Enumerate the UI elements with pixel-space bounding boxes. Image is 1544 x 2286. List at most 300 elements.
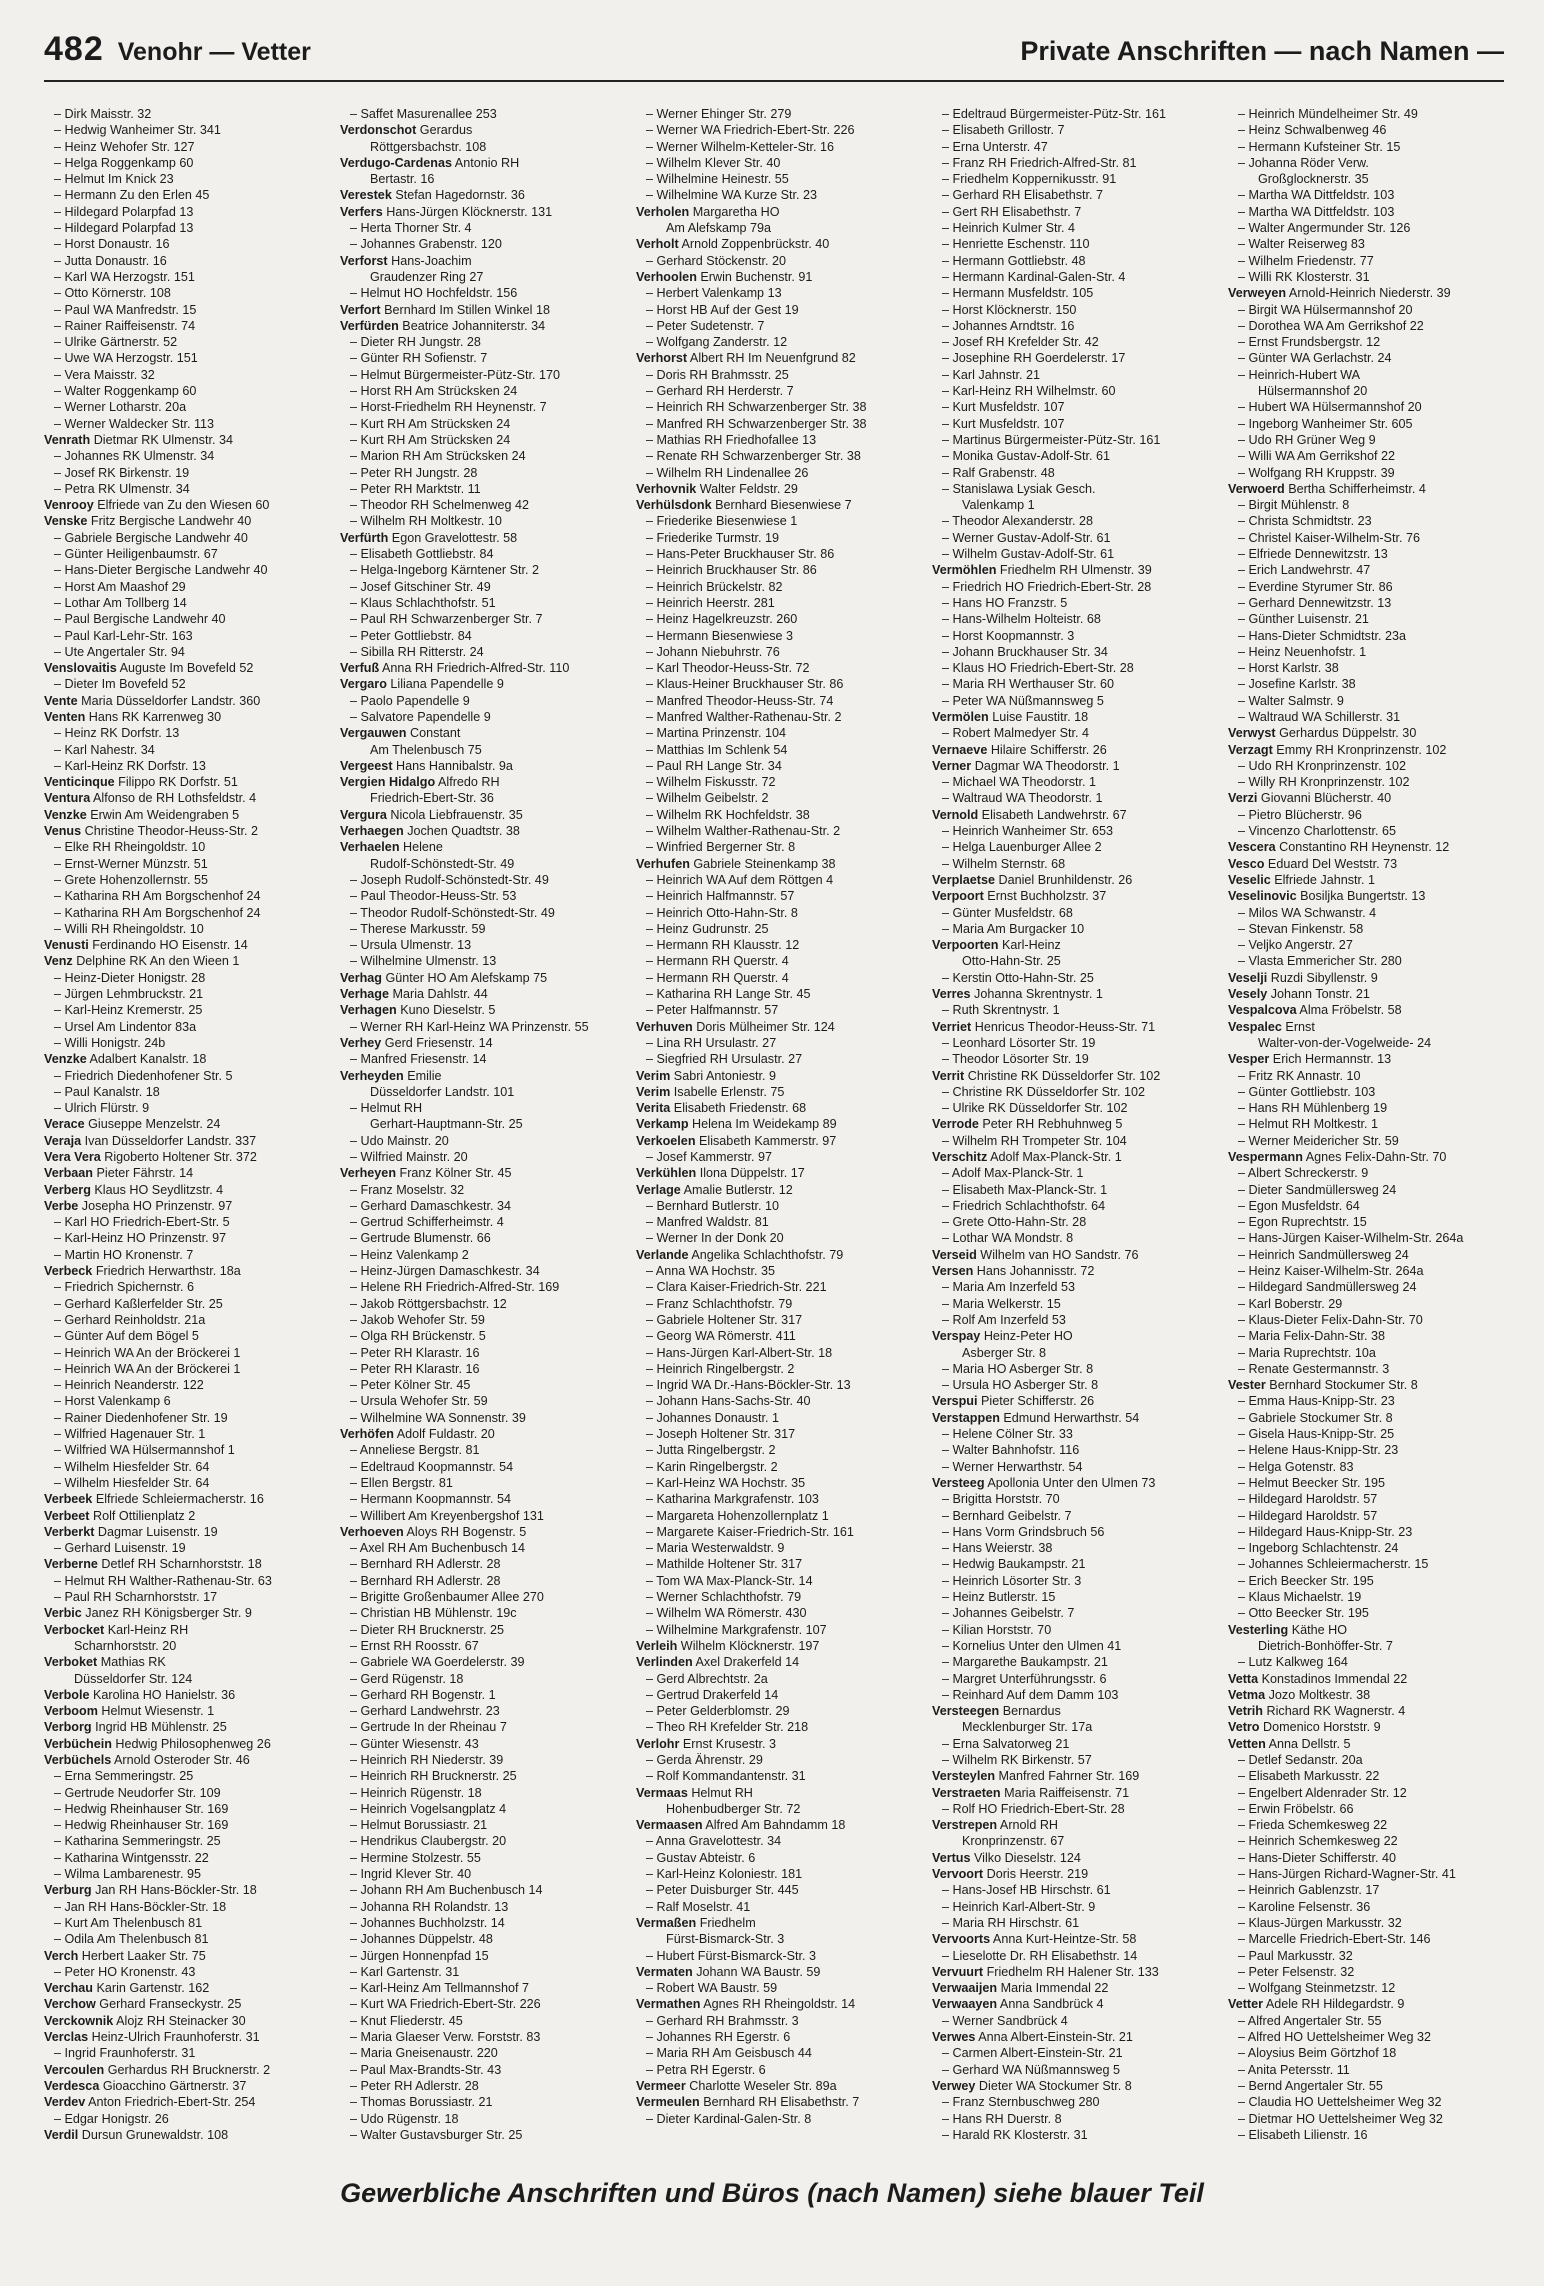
surname: Veselic [1228, 872, 1271, 887]
directory-entry: – Margarete Kaiser-Friedrich-Str. 161 [646, 1524, 854, 1539]
directory-entry [636, 1996, 918, 2012]
directory-entry: – Pietro Blücherstr. 96 [1238, 807, 1362, 822]
directory-entry: – Doris RH Brahmsstr. 25 [646, 367, 789, 382]
directory-entry: – Dieter RH Jungstr. 28 [350, 335, 481, 350]
directory-entry: – Paul RH Lange Str. 34 [646, 758, 782, 773]
directory-entry: – Kurt RH Am Strücksken 24 [350, 416, 511, 431]
entry-details: Johann WA Baustr. 59 [692, 1964, 821, 1979]
directory-entry [44, 1703, 326, 1719]
directory-entry [340, 1524, 622, 1540]
entry-details: Elisabeth Friedenstr. 68 [670, 1101, 807, 1116]
entry-details: Helene [399, 840, 443, 855]
directory-entry [636, 2094, 918, 2110]
directory-entry: – Hedwig Baukampstr. 21 [942, 1557, 1086, 1572]
entry-details: Amalie Butlerstr. 12 [680, 1182, 793, 1197]
directory-entry: – Ralf Moselstr. 41 [646, 1899, 751, 1914]
directory-entry: – Erna Semmeringstr. 25 [54, 1769, 194, 1784]
directory-entry: – Franz RH Friedrich-Alfred-Str. 81 [942, 155, 1137, 170]
surname: Verriet [932, 1019, 972, 1034]
entry-details: Delphine RK An den Wieen 1 [72, 954, 240, 969]
directory-entry: Bertastr. 16 [370, 172, 435, 187]
surname: Verlage [636, 1182, 681, 1197]
directory-entry [1228, 1671, 1510, 1687]
directory-entry: – Reinhard Auf dem Damm 103 [942, 1687, 1119, 1702]
directory-entry: – Robert Malmedyer Str. 4 [942, 726, 1089, 741]
directory-entry: – Hubert WA Hülsermannshof 20 [1238, 400, 1422, 415]
directory-entry: – Heinrich WA Auf dem Röttgen 4 [646, 872, 834, 887]
directory-entry: – Heinrich WA An der Bröckerei 1 [54, 1361, 241, 1376]
surname: Verace [44, 1117, 85, 1132]
entry-details: Maria Immendal 22 [997, 1981, 1109, 1996]
surname: Verbüchein [44, 1736, 112, 1751]
surname: Verbe [44, 1198, 79, 1213]
entry-details: Sabri Antoniestr. 9 [670, 1068, 777, 1083]
directory-entry: – Karl WA Herzogstr. 151 [54, 269, 195, 284]
directory-entry: – Karl Boberstr. 29 [1238, 1296, 1343, 1311]
directory-entry: – Johanna RH Rolandstr. 13 [350, 1899, 509, 1914]
directory-entry: – Hans-Jürgen Richard-Wagner-Str. 41 [1238, 1867, 1456, 1882]
surname: Verborg [44, 1720, 92, 1735]
directory-entry: – Hermann Gottliebstr. 48 [942, 253, 1086, 268]
directory-entry: – Hildegard Haroldstr. 57 [1238, 1508, 1378, 1523]
surname: Verzagt [1228, 742, 1273, 757]
entry-details: Margaretha HO [689, 204, 780, 219]
directory-entry: – Wilhelm Friedenstr. 77 [1238, 253, 1374, 268]
directory-entry: – Sibilla RH Ritterstr. 24 [350, 644, 484, 659]
entry-details: Johanna Skrentnystr. 1 [970, 987, 1103, 1002]
directory-entry: – Karl Jahnstr. 21 [942, 367, 1041, 382]
surname: Vermeulen [636, 2095, 700, 2110]
entry-details: Ernst Krusestr. 3 [679, 1736, 776, 1751]
surname: Verbüchels [44, 1752, 112, 1767]
directory-entry: – Jutta Ringelbergstr. 2 [646, 1443, 776, 1458]
surname: Vermathen [636, 1997, 701, 2012]
directory-entry: – Kurt Musfeldstr. 107 [942, 416, 1065, 431]
directory-entry: – Alfred Angertaler Str. 55 [1238, 2013, 1382, 2028]
directory-entry: – Heinz-Dieter Honigstr. 28 [54, 970, 206, 985]
entry-details: Dietmar RK Ulmenstr. 34 [90, 432, 233, 447]
directory-entry: – Vincenzo Charlottenstr. 65 [1238, 824, 1396, 839]
surname: Verheyden [340, 1068, 404, 1083]
entry-details: Arnold Zoppenbrückstr. 40 [678, 237, 830, 252]
directory-entry: – Karin Ringelbergstr. 2 [646, 1459, 778, 1474]
entry-details: Apollonia Unter den Ulmen 73 [984, 1475, 1156, 1490]
directory-entry: – Elke RH Rheingoldstr. 10 [54, 840, 206, 855]
directory-entry: – Kurt Am Thelenbusch 81 [54, 1915, 203, 1930]
directory-entry: – Katharina RH Lange Str. 45 [646, 987, 811, 1002]
directory-entry [340, 122, 622, 138]
directory-entry: – Horst RH Am Strücksken 24 [350, 384, 518, 399]
directory-entry: – Margarethe Baukampstr. 21 [942, 1655, 1108, 1670]
directory-entry: – Werner Meidericher Str. 59 [1238, 1133, 1399, 1148]
directory-entry: – Tom WA Max-Planck-Str. 14 [646, 1573, 813, 1588]
directory-entry [636, 1019, 918, 1035]
directory-entry [1228, 1622, 1510, 1638]
directory-entry: – Dorothea WA Am Gerrikshof 22 [1238, 318, 1424, 333]
directory-entry: – Erich Beecker Str. 195 [1238, 1573, 1374, 1588]
directory-entry [636, 1785, 918, 1801]
surname: Vetro [1228, 1720, 1260, 1735]
directory-entry: – Paul RH Schwarzenberger Str. 7 [350, 612, 543, 627]
directory-entry [340, 970, 622, 986]
directory-entry: – Heinz Wehofer Str. 127 [54, 139, 195, 154]
directory-entry: – Paul Markusstr. 32 [1238, 1948, 1353, 1963]
directory-entry: – Hildegard Sandmüllersweg 24 [1238, 1280, 1417, 1295]
directory-entry: – Paolo Papendelle 9 [350, 693, 470, 708]
directory-entry [932, 1247, 1214, 1263]
directory-entry: – Maria Gneisenaustr. 220 [350, 2046, 498, 2061]
directory-entry: – Wilhelmine WA Kurze Str. 23 [646, 188, 818, 203]
entry-details: Pieter Fährstr. 14 [93, 1166, 194, 1181]
directory-entry: – Hans Vorm Grindsbruch 56 [942, 1524, 1105, 1539]
directory-entry [932, 1996, 1214, 2012]
directory-entry [1228, 1736, 1510, 1752]
surname: Verres [932, 987, 971, 1002]
directory-entry: – Petra RH Egerstr. 6 [646, 2062, 766, 2077]
directory-entry [44, 1882, 326, 1898]
surname: Verhoeven [340, 1524, 404, 1539]
directory-entry [636, 1964, 918, 1980]
directory-entry: – Udo RH Kronprinzenstr. 102 [1238, 758, 1407, 773]
directory-entry: – Hendrikus Claubergstr. 20 [350, 1834, 507, 1849]
entry-details: Angelika Schlachthofstr. 79 [688, 1247, 844, 1262]
directory-entry: – Hans HO Franzstr. 5 [942, 595, 1068, 610]
directory-entry: – Maria HO Asberger Str. 8 [942, 1361, 1094, 1376]
directory-entry: – Gerhard RH Herderstr. 7 [646, 384, 794, 399]
directory-entry [44, 1654, 326, 1670]
directory-entry: – Heinrich Gablenzstr. 17 [1238, 1883, 1380, 1898]
directory-entry: – Katharina RH Am Borgschenhof 24 [54, 905, 261, 920]
surname: Verwes [932, 2030, 976, 2045]
footer-note: Gewerbliche Anschriften und Büros (nach Namen) siehe blauer Teil [340, 2178, 1204, 2208]
surname: Venten [44, 709, 86, 724]
directory-entry: – Ernst Frundsbergstr. 12 [1238, 335, 1381, 350]
directory-entry: – Johann Bruckhauser Str. 34 [942, 644, 1108, 659]
entry-details: Heinz-Ulrich Fraunhoferstr. 31 [88, 2030, 260, 2045]
directory-entry: – Heinrich Vogelsangplatz 4 [350, 1801, 507, 1816]
directory-entry [932, 562, 1214, 578]
directory-entry [44, 2029, 326, 2045]
entry-details: Doris Mülheimer Str. 124 [692, 1019, 835, 1034]
directory-entry: – Kurt RH Am Strücksken 24 [350, 432, 511, 447]
directory-entry [636, 350, 918, 366]
name-range: Venohr — Vetter [117, 38, 311, 66]
directory-entry: – Albert Schreckerstr. 9 [1238, 1166, 1369, 1181]
directory-entry: Kronprinzenstr. 67 [962, 1834, 1065, 1849]
directory-entry: – Herbert Valenkamp 13 [646, 286, 782, 301]
directory-entry: – Horst Donaustr. 16 [54, 237, 170, 252]
surname: Verboket [44, 1655, 98, 1670]
directory-entry: – Fritz RK Annastr. 10 [1238, 1068, 1361, 1083]
surname: Vetter [1228, 1997, 1264, 2012]
surname: Verhorst [636, 351, 688, 366]
directory-entry: – Stevan Finkenstr. 58 [1238, 921, 1364, 936]
surname: Verspui [932, 1394, 978, 1409]
directory-entry: – Udo Rügenstr. 18 [350, 2111, 459, 2126]
surname: Verim [636, 1068, 671, 1083]
directory-entry: – Friedhelm Koppernikusstr. 91 [942, 172, 1117, 187]
entry-details: Arnold-Heinrich Niederstr. 39 [1286, 286, 1451, 301]
entry-details: Kuno Dieselstr. 5 [396, 1003, 496, 1018]
directory-entry: – Friederike Biesenwiese 1 [646, 514, 798, 529]
surname: Verfers [340, 204, 383, 219]
entry-details: Wilhelm van HO Sandstr. 76 [976, 1247, 1139, 1262]
directory-entry [44, 1556, 326, 1572]
directory-entry: – Friedrich HO Friedrich-Ebert-Str. 28 [942, 579, 1152, 594]
directory-entry: – Waltraud WA Schillerstr. 31 [1238, 709, 1401, 724]
column-2 [340, 106, 622, 2156]
directory-entry: – Helga-Ingeborg Kärntener Str. 2 [350, 563, 540, 578]
directory-entry: – Martina Prinzenstr. 104 [646, 726, 787, 741]
directory-entry: – Hermine Stolzestr. 55 [350, 1850, 481, 1865]
surname: Verbeck [44, 1264, 93, 1279]
entry-details: Hans Hannibalstr. 9a [392, 758, 513, 773]
directory-entry: – Henriette Eschenstr. 110 [942, 237, 1090, 252]
directory-entry: – Adolf Max-Planck-Str. 1 [942, 1166, 1084, 1181]
directory-entry: – Renate RH Schwarzenberger Str. 38 [646, 449, 861, 464]
entry-details: Ruzdi Sibyllenstr. 9 [1267, 970, 1378, 985]
directory-entry: – Peter RH Klarastr. 16 [350, 1361, 480, 1376]
surname: Verwey [932, 2078, 976, 2093]
directory-entry: – Christian HB Mühlenstr. 19c [350, 1606, 517, 1621]
directory-entry: – Heinz Neuenhofstr. 1 [1238, 644, 1367, 659]
entry-details: Giovanni Blücherstr. 40 [1257, 791, 1392, 806]
directory-entry: – Werner Wilhelm-Ketteler-Str. 16 [646, 139, 835, 154]
surname: Vermaten [636, 1964, 693, 1979]
surname: Vespermann [1228, 1150, 1303, 1164]
directory-entry: – Mathilde Holtener Str. 317 [646, 1557, 803, 1572]
entry-details: Giuseppe Menzelstr. 24 [84, 1117, 221, 1132]
surname: Versen [932, 1264, 974, 1279]
directory-entry [44, 709, 326, 725]
directory-entry [340, 1068, 622, 1084]
directory-entry: – Hermann RH Querstr. 4 [646, 954, 789, 969]
directory-entry: – Peter Sudetenstr. 7 [646, 318, 765, 333]
directory-entry: – Peter WA Nüßmannsweg 5 [942, 693, 1104, 708]
surname: Verweyen [1228, 286, 1287, 301]
directory-entry: – Georg WA Römerstr. 411 [646, 1329, 796, 1344]
surname: Verfuß [340, 661, 380, 676]
directory-entry: – Heinz Valenkamp 2 [350, 1247, 469, 1262]
surname: Vernold [932, 807, 979, 822]
surname: Veselji [1228, 970, 1268, 985]
surname: Verboom [44, 1704, 98, 1719]
directory-entry [44, 1491, 326, 1507]
directory-entry: Am Thelenbusch 75 [370, 742, 482, 757]
surname: Verberne [44, 1557, 98, 1572]
directory-entry: – Gerhard WA Nüßmannsweg 5 [942, 2062, 1121, 2077]
directory-entry: – Gerhard Reinholdstr. 21a [54, 1312, 206, 1327]
directory-entry: – Gert RH Elisabethstr. 7 [942, 204, 1082, 219]
directory-entry [636, 1736, 918, 1752]
directory-entry: – Josef RH Krefelder Str. 42 [942, 335, 1099, 350]
directory-entry: – Hans Weierstr. 38 [942, 1541, 1053, 1556]
directory-entry: – Matthias Im Schlenk 54 [646, 742, 788, 757]
directory-entry [44, 2078, 326, 2094]
directory-entry: – Vlasta Emmericher Str. 280 [1238, 954, 1402, 969]
directory-entry: – Hubert Fürst-Bismarck-Str. 3 [646, 1948, 817, 1963]
directory-entry [1228, 1377, 1510, 1393]
surname: Verbole [44, 1687, 90, 1702]
directory-entry: Gerhart-Hauptmann-Str. 25 [370, 1117, 523, 1132]
directory-entry: – Paul Kanalstr. 18 [54, 1084, 160, 1099]
directory-entry: – Johannes Arndtstr. 16 [942, 318, 1075, 333]
entry-details: Franz Kölner Str. 45 [396, 1166, 512, 1181]
directory-entry [932, 888, 1214, 904]
directory-entry: – Gerhard Luisenstr. 19 [54, 1541, 186, 1556]
directory-entry: – Wilfried WA Hülsermannshof 1 [54, 1443, 235, 1458]
entry-details: Constant [406, 726, 461, 741]
directory-entry [44, 774, 326, 790]
directory-entry [44, 1605, 326, 1621]
directory-entry: – Johann Niebuhrstr. 76 [646, 644, 780, 659]
directory-entry: – Gertrude Neudorfer Str. 109 [54, 1785, 221, 1800]
directory-entry [932, 1068, 1214, 1084]
directory-entry: – Wilhelm RK Birkenstr. 57 [942, 1752, 1092, 1767]
directory-entry [932, 1931, 1214, 1947]
directory-entry: – Ingeborg Schlachtenstr. 24 [1238, 1541, 1399, 1556]
directory-entry: – Hans-Peter Bruckhauser Str. 86 [646, 547, 835, 562]
directory-entry [340, 1002, 622, 1018]
directory-entry: – Hermann RH Klausstr. 12 [646, 938, 800, 953]
directory-entry: – Hedwig Wanheimer Str. 341 [54, 123, 221, 138]
surname: Verdesca [44, 2078, 100, 2093]
directory-entry: – Wilhelm Klever Str. 40 [646, 155, 781, 170]
entry-details: Walter Feldstr. 29 [696, 481, 798, 496]
directory-entry: – Hans-Jürgen Karl-Albert-Str. 18 [646, 1345, 833, 1360]
directory-entry [1228, 1996, 1510, 2012]
directory-entry: – Gerda Ährenstr. 29 [646, 1752, 763, 1767]
directory-entry: – Gisela Haus-Knipp-Str. 25 [1238, 1427, 1395, 1442]
directory-entry: – Manfred Walther-Rathenau-Str. 2 [646, 709, 842, 724]
directory-entry: – Elisabeth Max-Planck-Str. 1 [942, 1182, 1108, 1197]
directory-entry: – Gerd Albrechtstr. 2a [646, 1671, 768, 1686]
directory-entry: – Erich Landwehrstr. 47 [1238, 563, 1371, 578]
directory-entry: Hülsermannshof 20 [1258, 384, 1368, 399]
entry-details: Rolf Ottilienplatz 2 [89, 1508, 196, 1523]
surname: Verkühlen [636, 1166, 697, 1181]
directory-entry [44, 807, 326, 823]
directory-entry: – Axel RH Am Buchenbusch 14 [350, 1541, 526, 1556]
directory-entry: – Marion RH Am Strücksken 24 [350, 449, 526, 464]
directory-entry: – Gerhard RH Bogenstr. 1 [350, 1687, 496, 1702]
directory-entry: – Martha WA Dittfeldstr. 103 [1238, 204, 1395, 219]
entry-details: Bernhard RH Elisabethstr. 7 [699, 2095, 860, 2110]
surname: Vernaeve [932, 742, 988, 757]
directory-entry: – Dirk Maisstr. 32 [54, 107, 152, 121]
entry-details: Charlotte Weseler Str. 89a [685, 2078, 837, 2093]
surname: Verheyen [340, 1166, 397, 1181]
directory-entry: – Paul Max-Brandts-Str. 43 [350, 2062, 502, 2077]
directory-entry: – Ingrid WA Dr.-Hans-Böckler-Str. 13 [646, 1378, 851, 1393]
entry-details: Käthe HO [1288, 1622, 1348, 1637]
directory-entry: – Jakob Röttgersbachstr. 12 [350, 1296, 507, 1311]
directory-entry: – Peter RH Adlerstr. 28 [350, 2078, 479, 2093]
surname: Vescera [1228, 840, 1276, 855]
entry-details: Bernhard Stockumer Str. 8 [1265, 1378, 1418, 1393]
entry-details: Ingrid HB Mühlenstr. 25 [91, 1720, 227, 1735]
surname: Vermaasen [636, 1818, 703, 1833]
entry-details: Anna Kurt-Heintze-Str. 58 [990, 1932, 1137, 1947]
surname: Vera Vera [44, 1150, 101, 1164]
surname: Verwaaijen [932, 1981, 998, 1996]
directory-entry [340, 204, 622, 220]
directory-entry: – Wilhelm Fiskusstr. 72 [646, 775, 776, 790]
directory-entry: – Heinrich Mündelheimer Str. 49 [1238, 107, 1418, 121]
entry-details: Daniel Brunhildenstr. 26 [995, 872, 1133, 887]
directory-entry [44, 1149, 326, 1165]
surname: Verfürden [340, 318, 399, 333]
directory-entry: – Edeltraud Koopmannstr. 54 [350, 1459, 514, 1474]
directory-entry: – Maria RH Werthauser Str. 60 [942, 677, 1114, 692]
directory-entry: – Willibert Am Kreyenbergshof 131 [350, 1508, 544, 1523]
entry-details: Karin Gartenstr. 162 [93, 1981, 210, 1996]
entry-details: Bernhard Biesenwiese 7 [711, 498, 852, 513]
directory-entry: – Ernst RH Roosstr. 67 [350, 1638, 479, 1653]
directory-entry: – Hermann Biesenwiese 3 [646, 628, 794, 643]
directory-entry: – Heinrich Brückelstr. 82 [646, 579, 783, 594]
directory-entry: – Jürgen Lehmbruckstr. 21 [54, 987, 204, 1002]
directory-entry: – Hans-Jürgen Kaiser-Wilhelm-Str. 264a [1238, 1231, 1464, 1246]
surname: Vetten [1228, 1736, 1266, 1751]
entry-details: Fritz Bergische Landwehr 40 [87, 514, 252, 529]
directory-entry: – Monika Gustav-Adolf-Str. 61 [942, 449, 1110, 464]
directory-entry: – Franz Schlachthofstr. 79 [646, 1296, 793, 1311]
surname: Vetta [1228, 1671, 1259, 1686]
directory-entry: – Hildegard Haus-Knipp-Str. 23 [1238, 1524, 1413, 1539]
directory-entry: – Wilhelmine Ulmenstr. 13 [350, 954, 497, 969]
surname: Verner [932, 758, 972, 773]
directory-entry: – Ursula Wehofer Str. 59 [350, 1394, 488, 1409]
directory-entry: – Theodor Lösorter Str. 19 [942, 1052, 1089, 1067]
directory-entry: – Maria Welkerstr. 15 [942, 1296, 1061, 1311]
directory-entry [932, 1475, 1214, 1491]
surname: Verberkt [44, 1524, 95, 1539]
entry-details: Adolf Max-Planck-Str. 1 [987, 1150, 1122, 1164]
entry-details: Domenico Horststr. 9 [1259, 1720, 1381, 1735]
surname: Verhaegen [340, 824, 404, 839]
directory-entry: – Kilian Horststr. 70 [942, 1622, 1052, 1637]
page-number: 482 [44, 30, 104, 68]
directory-entry: – Katharina Semmeringstr. 25 [54, 1834, 221, 1849]
directory-entry [932, 758, 1214, 774]
directory-entry: – Edeltraud Bürgermeister-Pütz-Str. 161 [942, 107, 1166, 121]
directory-entry: – Hans-Dieter Bergische Landwehr 40 [54, 563, 268, 578]
directory-entry: – Hans RH Mühlenberg 19 [1238, 1101, 1388, 1116]
surname: Vergura [340, 807, 387, 822]
directory-entry [932, 1149, 1214, 1165]
directory-entry: – Horst-Friedhelm RH Heynenstr. 7 [350, 400, 547, 415]
directory-entry [340, 155, 622, 171]
directory-entry: – Walter Angermunder Str. 126 [1238, 221, 1411, 236]
directory-entry: – Joseph Holtener Str. 317 [646, 1427, 796, 1442]
entry-details: Ernst [1281, 1019, 1315, 1034]
directory-entry: – Wilma Lambarenestr. 95 [54, 1867, 201, 1882]
directory-entry: – Alfred HO Uettelsheimer Weg 32 [1238, 2030, 1431, 2045]
entry-details: Manfred Fahrner Str. 169 [995, 1769, 1140, 1784]
directory-entry [44, 1263, 326, 1279]
directory-entry [340, 725, 622, 741]
directory-entry: – Walter Bahnhofstr. 116 [942, 1443, 1080, 1458]
directory-entry [932, 709, 1214, 725]
directory-entry: – Horst HB Auf der Gest 19 [646, 302, 799, 317]
directory-entry [44, 1051, 326, 1067]
directory-entry: – Helmut Beecker Str. 195 [1238, 1475, 1385, 1490]
directory-entry: – Ingrid Klever Str. 40 [350, 1867, 472, 1882]
directory-entry: – Ruth Skrentnystr. 1 [942, 1003, 1060, 1018]
surname: Verita [636, 1101, 671, 1116]
directory-entry [44, 1622, 326, 1638]
